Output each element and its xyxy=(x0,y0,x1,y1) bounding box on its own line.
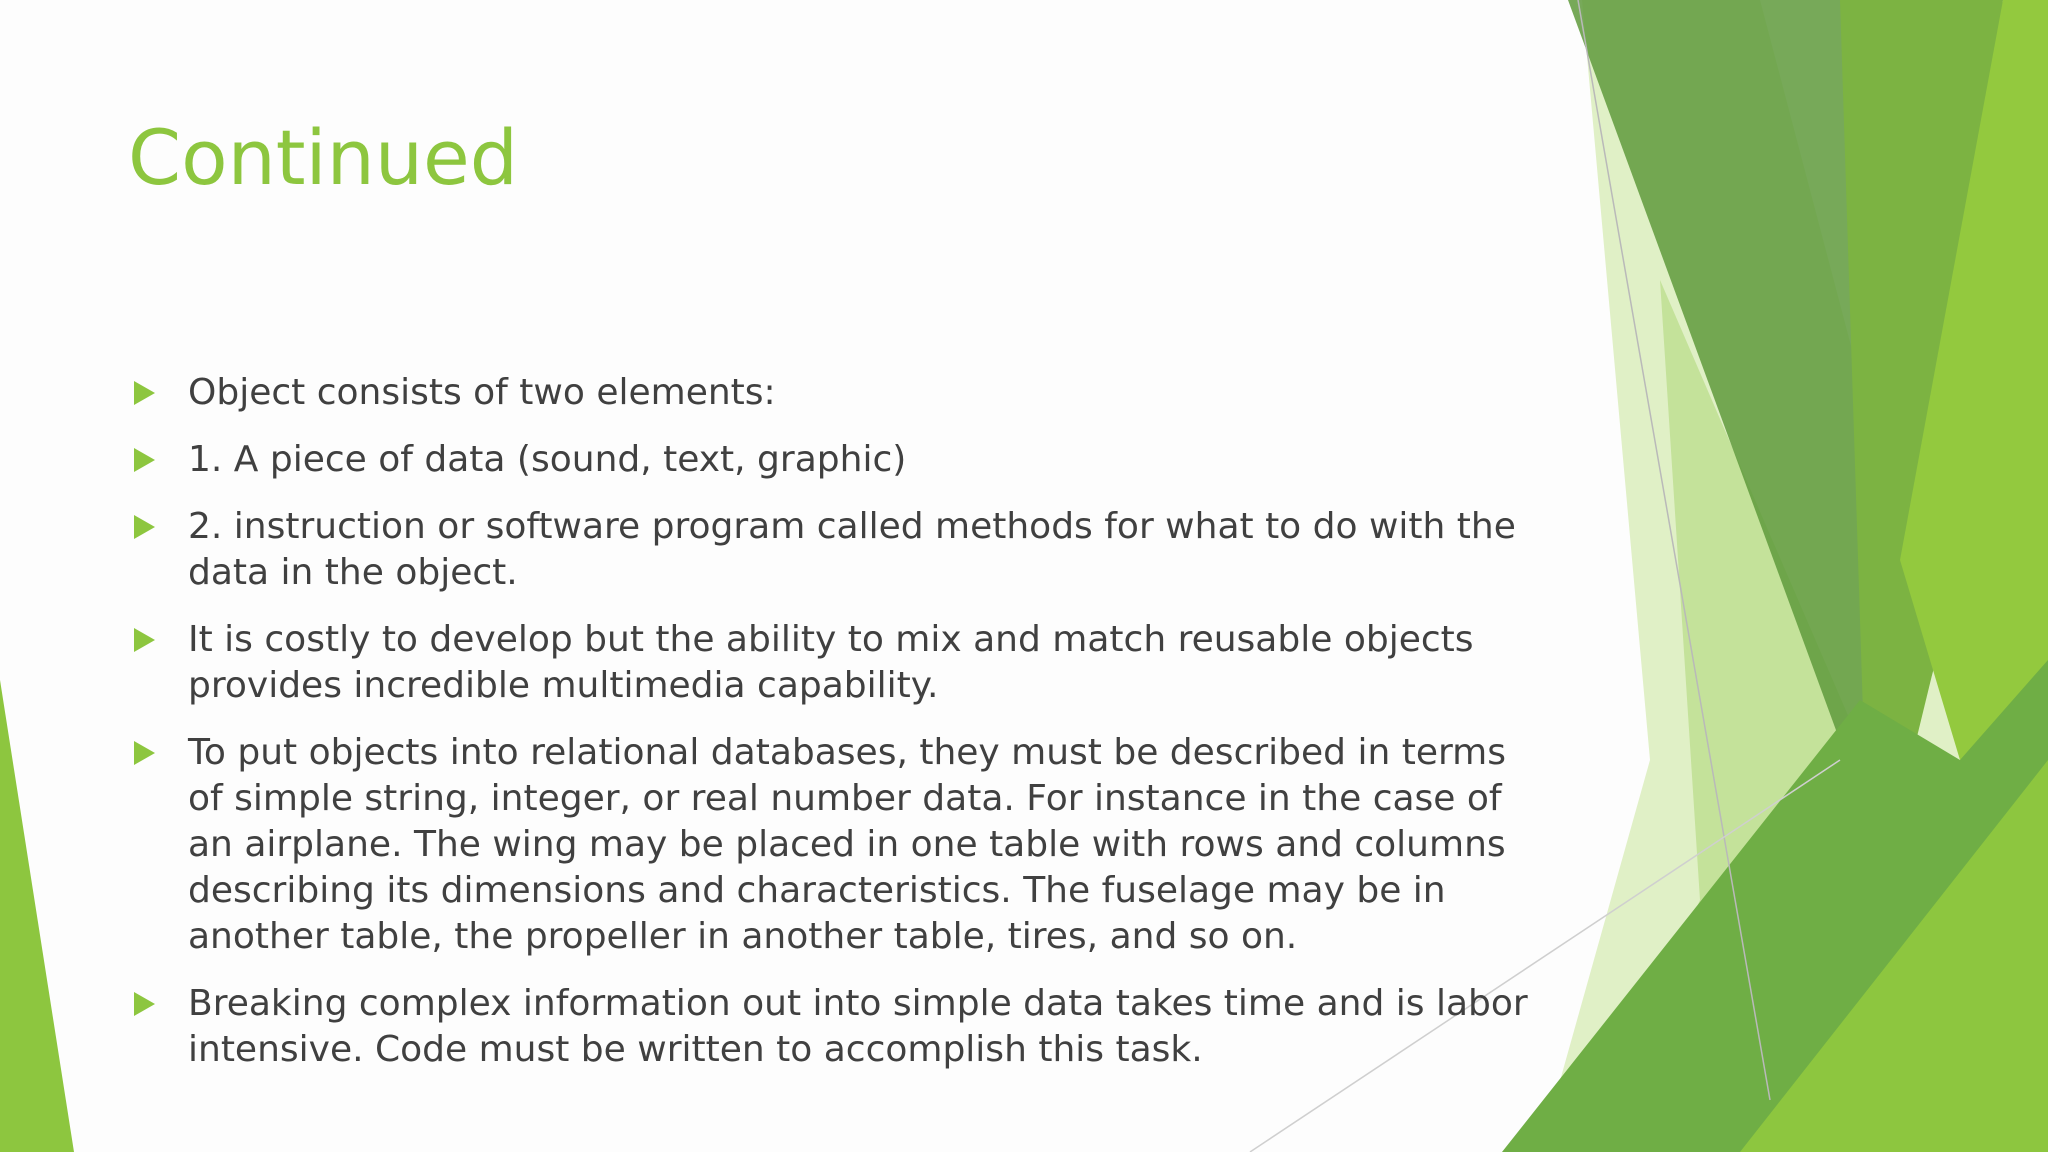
right-triangle-icon xyxy=(134,448,155,472)
bullet-text: 2. instruction or software program called methods for what to do with the data in the object. xyxy=(188,506,1516,593)
bullet-text: Breaking complex information out into simple data takes time and is labor intensive. Code must be written to accomplish this task. xyxy=(188,983,1528,1070)
right-triangle-icon xyxy=(134,381,155,405)
bullet-item xyxy=(128,370,1538,416)
bullet-item xyxy=(128,437,1538,483)
bullet-text: It is costly to develop but the ability to mix and match reusable objects provides incredible multimedia capability. xyxy=(188,619,1474,706)
bullet-text: To put objects into relational databases, they must be described in terms of simple string, integer, or real number data. For instance in the case of an airplane. The wing may be placed in one table with rows and columns describing its dimensions and characteristics. The fuselage may be in another table, the propeller in another table, tires, and so on. xyxy=(188,732,1506,957)
bullet-item xyxy=(128,617,1538,709)
right-triangle-icon xyxy=(134,992,155,1016)
slide-title: Continued xyxy=(128,113,518,202)
bullet-item xyxy=(128,504,1538,596)
bullet-item xyxy=(128,981,1538,1073)
right-triangle-icon xyxy=(134,741,155,765)
right-triangle-icon xyxy=(134,628,155,652)
right-triangle-icon xyxy=(134,515,155,539)
bullet-item xyxy=(128,730,1538,960)
bullet-text: Object consists of two elements: xyxy=(188,372,776,413)
bullet-text: 1. A piece of data (sound, text, graphic) xyxy=(188,439,907,480)
bullet-list xyxy=(128,370,1538,1094)
left-edge-shape xyxy=(0,680,74,1152)
